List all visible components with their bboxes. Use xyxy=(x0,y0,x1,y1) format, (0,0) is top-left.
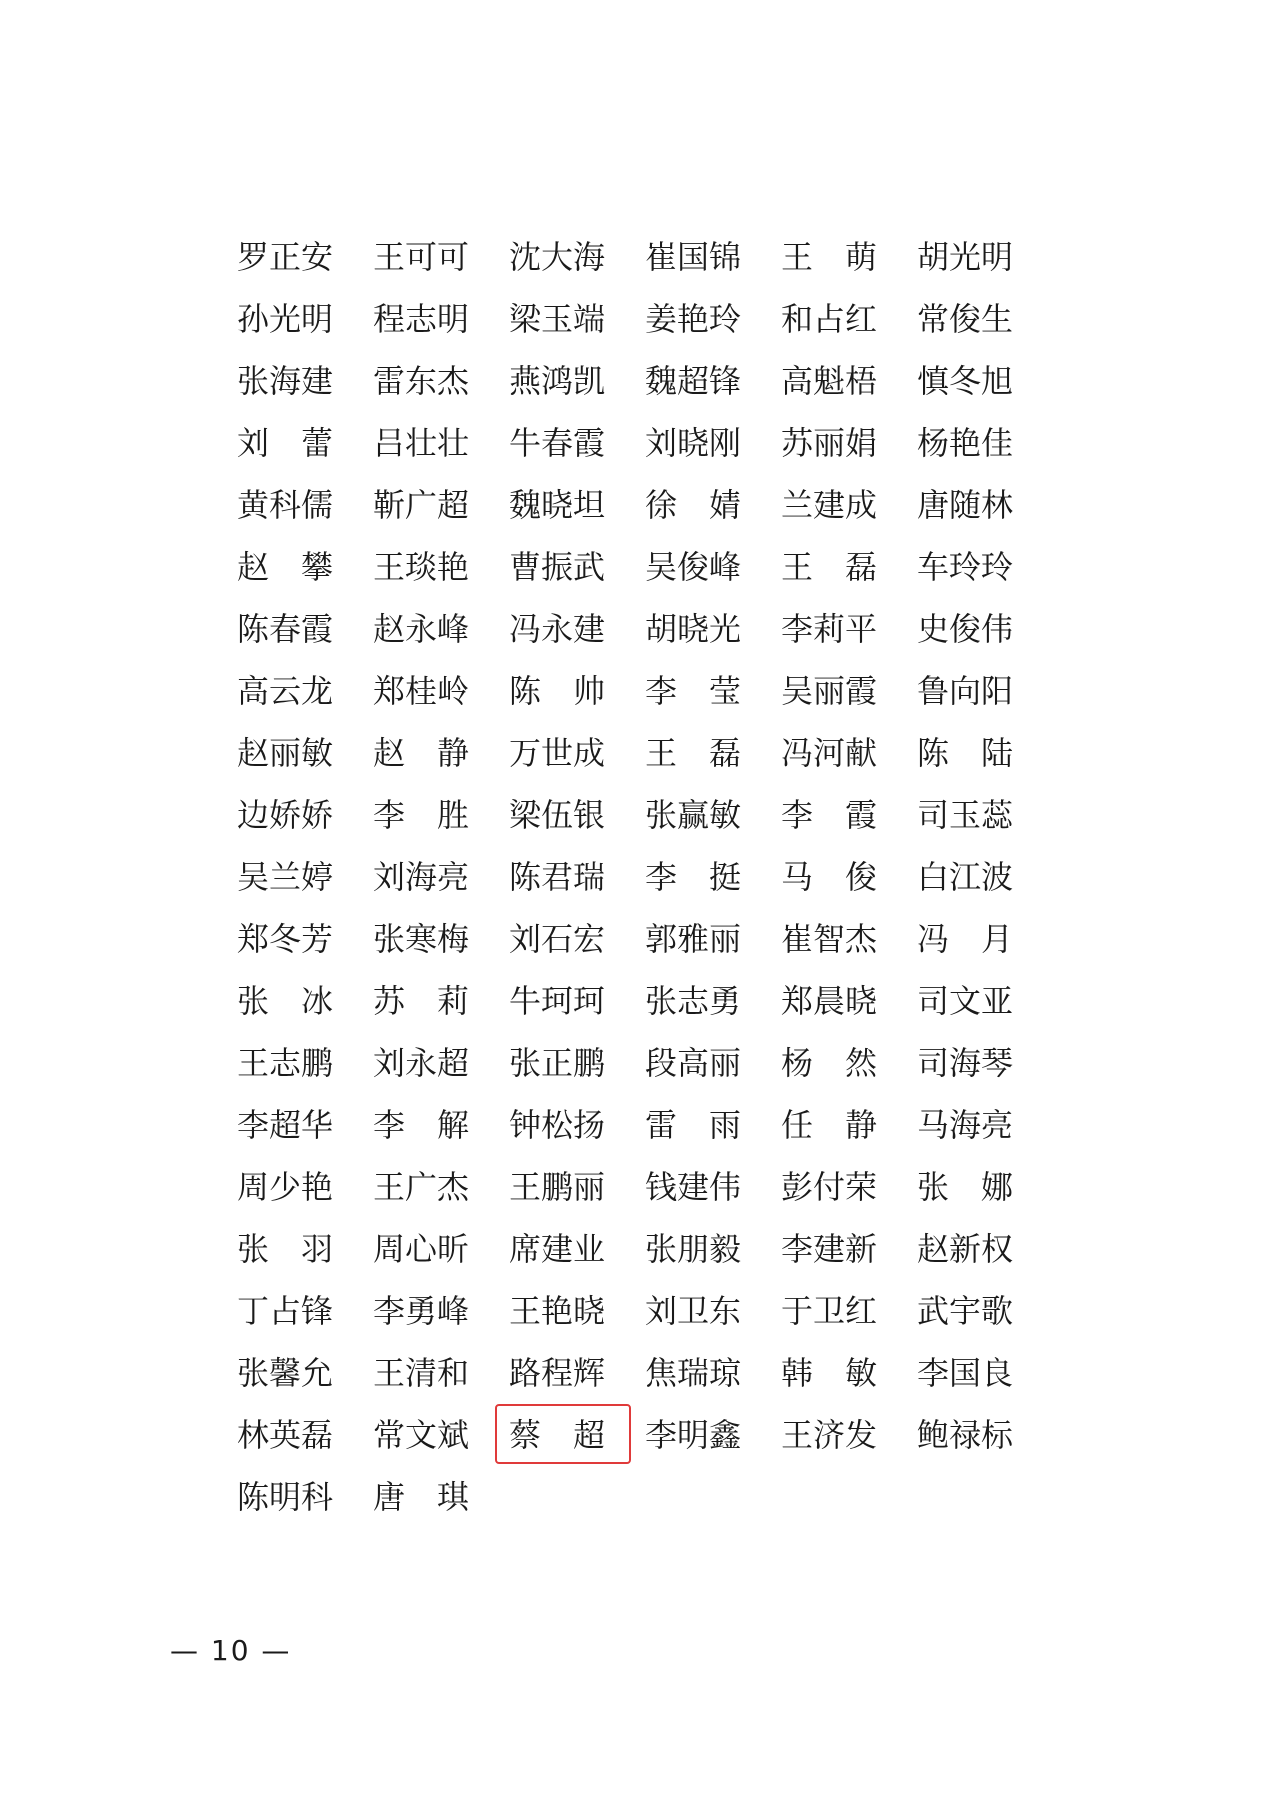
name-entry: 郑 冬 芳 xyxy=(237,920,334,958)
name-entry: 张 正 鹏 xyxy=(509,1044,606,1082)
name-entry: 刘 永 超 xyxy=(373,1044,470,1082)
name-entry: 韩 敏 xyxy=(781,1354,878,1392)
name-entry: 王 艳 晓 xyxy=(509,1292,606,1330)
name-entry: 郑 桂 岭 xyxy=(373,672,470,710)
name-entry: 彭 付 荣 xyxy=(781,1168,878,1206)
name-entry: 崔 国 锦 xyxy=(645,238,742,276)
name-entry: 刘 卫 东 xyxy=(645,1292,742,1330)
name-entry: 李 勇 峰 xyxy=(373,1292,470,1330)
name-entry: 王 广 杰 xyxy=(373,1168,470,1206)
name-entry: 陈 陆 xyxy=(917,734,1014,772)
names-grid xyxy=(237,226,1053,1528)
name-entry: 靳 广 超 xyxy=(373,486,470,524)
name-entry: 钟 松 扬 xyxy=(509,1106,606,1144)
name-entry: 张 志 勇 xyxy=(645,982,742,1020)
name-entry: 刘 海 亮 xyxy=(373,858,470,896)
name-entry: 冯 河 献 xyxy=(781,734,878,772)
name-entry: 徐 婧 xyxy=(645,486,742,524)
name-entry: 胡 光 明 xyxy=(917,238,1014,276)
name-entry: 王 鹏 丽 xyxy=(509,1168,606,1206)
name-entry: 周 少 艳 xyxy=(237,1168,334,1206)
name-entry: 李 解 xyxy=(373,1106,470,1144)
name-entry: 吕 壮 壮 xyxy=(373,424,470,462)
name-entry: 吴 俊 峰 xyxy=(645,548,742,586)
name-entry: 段 高 丽 xyxy=(645,1044,742,1082)
name-entry: 吴 丽 霞 xyxy=(781,672,878,710)
name-entry: 黄 科 儒 xyxy=(237,486,334,524)
name-entry: 路 程 辉 xyxy=(509,1354,606,1392)
name-entry: 唐 随 林 xyxy=(917,486,1014,524)
name-entry: 常 文 斌 xyxy=(373,1416,470,1454)
name-entry: 高 魁 梧 xyxy=(781,362,878,400)
name-entry: 曹 振 武 xyxy=(509,548,606,586)
name-entry: 李 超 华 xyxy=(237,1106,334,1144)
name-entry: 梁 玉 端 xyxy=(509,300,606,338)
name-entry: 刘 蕾 xyxy=(237,424,334,462)
name-entry: 燕 鸿 凯 xyxy=(509,362,606,400)
name-entry: 雷 东 杰 xyxy=(373,362,470,400)
name-entry: 边 娇 娇 xyxy=(237,796,334,834)
name-entry: 陈 明 科 xyxy=(237,1478,334,1516)
name-entry: 蔡 超 xyxy=(509,1404,605,1466)
name-entry: 李 国 良 xyxy=(917,1354,1014,1392)
name-entry: 王 清 和 xyxy=(373,1354,470,1392)
name-entry: 丁 占 锋 xyxy=(237,1292,334,1330)
name-entry: 孙 光 明 xyxy=(237,300,334,338)
name-entry: 司 玉 蕊 xyxy=(917,796,1014,834)
name-entry: 李 建 新 xyxy=(781,1230,878,1268)
name-entry: 李 胜 xyxy=(373,796,470,834)
name-entry: 唐 琪 xyxy=(373,1478,470,1516)
name-entry: 史 俊 伟 xyxy=(917,610,1014,648)
name-entry: 张 海 建 xyxy=(237,362,334,400)
name-entry: 程 志 明 xyxy=(373,300,470,338)
name-entry: 陈 帅 xyxy=(509,672,606,710)
name-entry: 武 宇 歌 xyxy=(917,1292,1014,1330)
name-entry: 沈 大 海 xyxy=(509,238,606,276)
name-entry: 李 莹 xyxy=(645,672,742,710)
name-entry: 王 可 可 xyxy=(373,238,470,276)
name-entry: 张 寒 梅 xyxy=(373,920,470,958)
name-entry: 胡 晓 光 xyxy=(645,610,742,648)
name-entry: 陈 君 瑞 xyxy=(509,858,606,896)
name-entry: 王 济 发 xyxy=(781,1416,878,1454)
name-entry: 慎 冬 旭 xyxy=(917,362,1014,400)
name-entry: 司 文 亚 xyxy=(917,982,1014,1020)
name-entry: 王 琰 艳 xyxy=(373,548,470,586)
page-number: — 10 — xyxy=(170,1634,292,1667)
name-entry: 林 英 磊 xyxy=(237,1416,334,1454)
name-entry: 牛 春 霞 xyxy=(509,424,606,462)
name-entry: 和 占 红 xyxy=(781,300,878,338)
name-entry: 杨 艳 佳 xyxy=(917,424,1014,462)
name-entry: 梁 伍 银 xyxy=(509,796,606,834)
name-entry: 李 挺 xyxy=(645,858,742,896)
name-entry: 杨 然 xyxy=(781,1044,878,1082)
name-entry: 司 海 琴 xyxy=(917,1044,1014,1082)
name-entry: 罗 正 安 xyxy=(237,238,334,276)
name-entry: 焦 瑞 琼 xyxy=(645,1354,742,1392)
name-entry: 赵 新 权 xyxy=(917,1230,1014,1268)
name-entry: 王 萌 xyxy=(781,238,878,276)
name-entry: 张 赢 敏 xyxy=(645,796,742,834)
name-entry: 冯 永 建 xyxy=(509,610,606,648)
name-entry: 高 云 龙 xyxy=(237,672,334,710)
name-entry: 郑 晨 晓 xyxy=(781,982,878,1020)
name-entry: 吴 兰 婷 xyxy=(237,858,334,896)
name-entry: 牛 珂 珂 xyxy=(509,982,606,1020)
name-entry: 张 馨 允 xyxy=(237,1354,334,1392)
name-entry: 王 志 鹏 xyxy=(237,1044,334,1082)
name-entry: 鲍 禄 标 xyxy=(917,1416,1014,1454)
name-entry: 苏 莉 xyxy=(373,982,470,1020)
name-entry: 兰 建 成 xyxy=(781,486,878,524)
name-entry: 万 世 成 xyxy=(509,734,606,772)
name-entry: 崔 智 杰 xyxy=(781,920,878,958)
name-entry: 魏 晓 坦 xyxy=(509,486,606,524)
name-entry: 李 明 鑫 xyxy=(645,1416,742,1454)
name-entry: 张 娜 xyxy=(917,1168,1014,1206)
name-entry: 张 冰 xyxy=(237,982,334,1020)
highlight-box xyxy=(495,1404,631,1464)
name-entry: 白 江 波 xyxy=(917,858,1014,896)
name-entry: 车 玲 玲 xyxy=(917,548,1014,586)
name-entry: 周 心 昕 xyxy=(373,1230,470,1268)
name-entry: 席 建 业 xyxy=(509,1230,606,1268)
name-entry: 李 莉 平 xyxy=(781,610,878,648)
name-entry: 姜 艳 玲 xyxy=(645,300,742,338)
name-entry: 魏 超 锋 xyxy=(645,362,742,400)
name-entry: 雷 雨 xyxy=(645,1106,742,1144)
name-entry: 赵 丽 敏 xyxy=(237,734,334,772)
name-entry: 马 海 亮 xyxy=(917,1106,1014,1144)
name-entry: 于 卫 红 xyxy=(781,1292,878,1330)
name-entry: 张 朋 毅 xyxy=(645,1230,742,1268)
name-entry: 常 俊 生 xyxy=(917,300,1014,338)
name-entry: 马 俊 xyxy=(781,858,878,896)
name-entry: 张 羽 xyxy=(237,1230,334,1268)
name-entry: 陈 春 霞 xyxy=(237,610,334,648)
name-entry: 王 磊 xyxy=(781,548,878,586)
name-entry: 任 静 xyxy=(781,1106,878,1144)
name-entry: 钱 建 伟 xyxy=(645,1168,742,1206)
name-entry: 王 磊 xyxy=(645,734,742,772)
name-entry: 刘 石 宏 xyxy=(509,920,606,958)
name-entry: 郭 雅 丽 xyxy=(645,920,742,958)
name-entry: 赵 静 xyxy=(373,734,470,772)
name-entry: 赵 攀 xyxy=(237,548,334,586)
name-entry: 刘 晓 刚 xyxy=(645,424,742,462)
name-entry: 赵 永 峰 xyxy=(373,610,470,648)
name-entry: 苏 丽 娟 xyxy=(781,424,878,462)
name-entry: 冯 月 xyxy=(917,920,1014,958)
name-entry: 李 霞 xyxy=(781,796,878,834)
name-entry: 鲁 向 阳 xyxy=(917,672,1014,710)
